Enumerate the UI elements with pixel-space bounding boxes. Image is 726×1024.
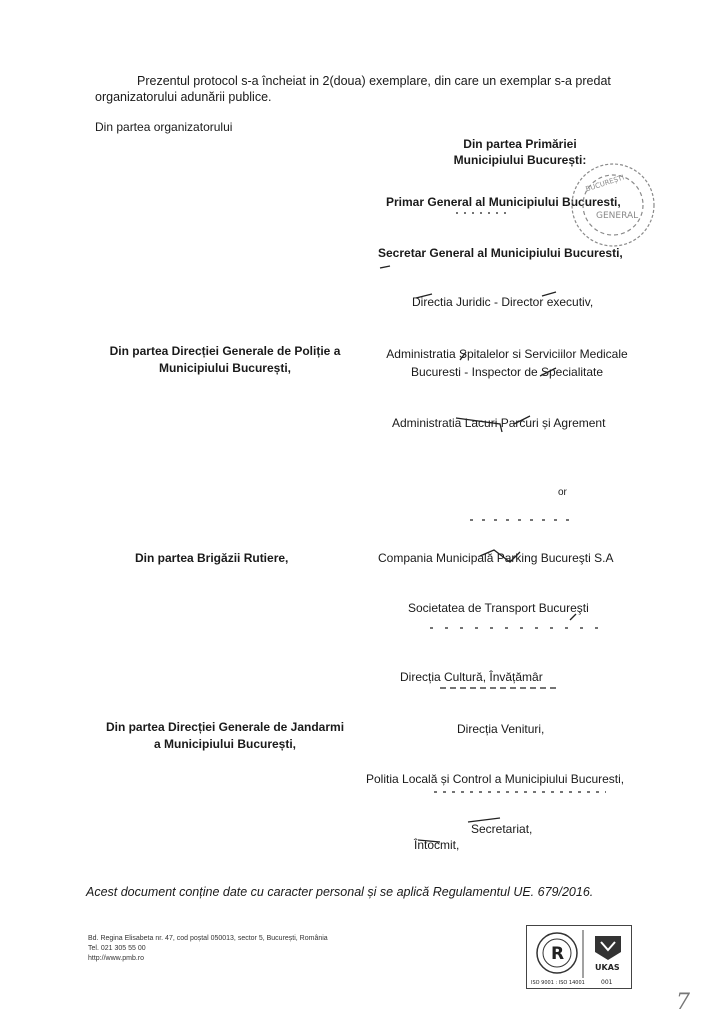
organizer-label: Din partea organizatorului — [95, 120, 233, 134]
website-line: http://www.pmb.ro — [88, 955, 145, 962]
gendarmes-line-1: Din partea Direcției Generale de Jandarmi — [105, 720, 345, 734]
secretariat-label: Secretariat, — [471, 822, 533, 836]
gdpr-note: Acest document conține date cu caracter personal și se aplică Regulamentul UE. 679/2016. — [86, 885, 594, 899]
ukas-text: UKAS — [595, 963, 620, 972]
certification-logos — [526, 925, 632, 989]
intro-line-2: organizatorului adunării publice. — [95, 90, 272, 104]
cert-text: ISO 9001 : ISO 14001 — [531, 980, 585, 986]
intro-paragraph — [95, 73, 660, 105]
local-police-label: Politia Locală și Control a Municipiului Bucuresti, — [366, 772, 625, 786]
lakes-label: Administratia Lacuri Parcuri și Agrement — [392, 416, 606, 430]
culture-label: Direcția Cultură, Învățămâr — [400, 670, 543, 684]
scan-marks — [360, 200, 690, 900]
address-line: Bd. Regina Elisabeta nr. 47, cod poștal 050013, sector 5, București, România — [88, 935, 328, 942]
mayor-label: Primar General al Municipiului Bucuresti, — [386, 195, 621, 209]
drafted-label: Întocmit, — [414, 838, 460, 852]
police-line-1: Din partea Direcției Generale de Poliție a — [109, 344, 341, 358]
hospitals-line-2: Bucuresti - Inspector de Specialitate — [410, 365, 604, 379]
page-number: 7 — [676, 990, 690, 1015]
transport-label: Societatea de Transport Bucureşti — [408, 601, 589, 615]
stamp-text-mid: GENERAL — [596, 211, 639, 221]
intro-line-1: Prezentul protocol s-a încheiat in 2(doua) exemplare, din care un exemplar s-a predat — [137, 74, 611, 88]
stamp-text-top: BUCUREȘTI — [584, 173, 626, 194]
brigade-label: Din partea Brigăzii Rutiere, — [135, 551, 289, 565]
fragment-text: or — [558, 487, 567, 498]
r-mark-text: R — [551, 944, 565, 964]
gendarmes-signature-block — [80, 720, 370, 751]
cert-number: 001 — [601, 979, 613, 986]
gendarmes-line-2: a Municipiului București, — [153, 737, 296, 751]
address-block — [88, 934, 328, 964]
hospitals-line-1: Administratia Spitalelor si Serviciilor Medicale — [386, 347, 628, 361]
police-signature-block — [80, 344, 370, 375]
legal-director-label: Directia Juridic - Director executiv, — [412, 295, 594, 309]
phone-line: Tel. 021 305 55 00 — [88, 945, 146, 952]
city-hall-line-2: Municipiului București: — [453, 153, 587, 167]
police-line-2: Municipiului București, — [158, 361, 291, 375]
parking-label: Compania Municipală Parking Bucureşti S.A — [378, 551, 614, 565]
city-hall-line-1: Din partea Primăriei — [463, 137, 577, 151]
secretary-label: Secretar General al Municipiului Bucuresti, — [378, 246, 623, 260]
revenue-label: Direcția Venituri, — [457, 722, 545, 736]
official-stamp — [566, 160, 660, 250]
certification-icon — [527, 926, 631, 988]
